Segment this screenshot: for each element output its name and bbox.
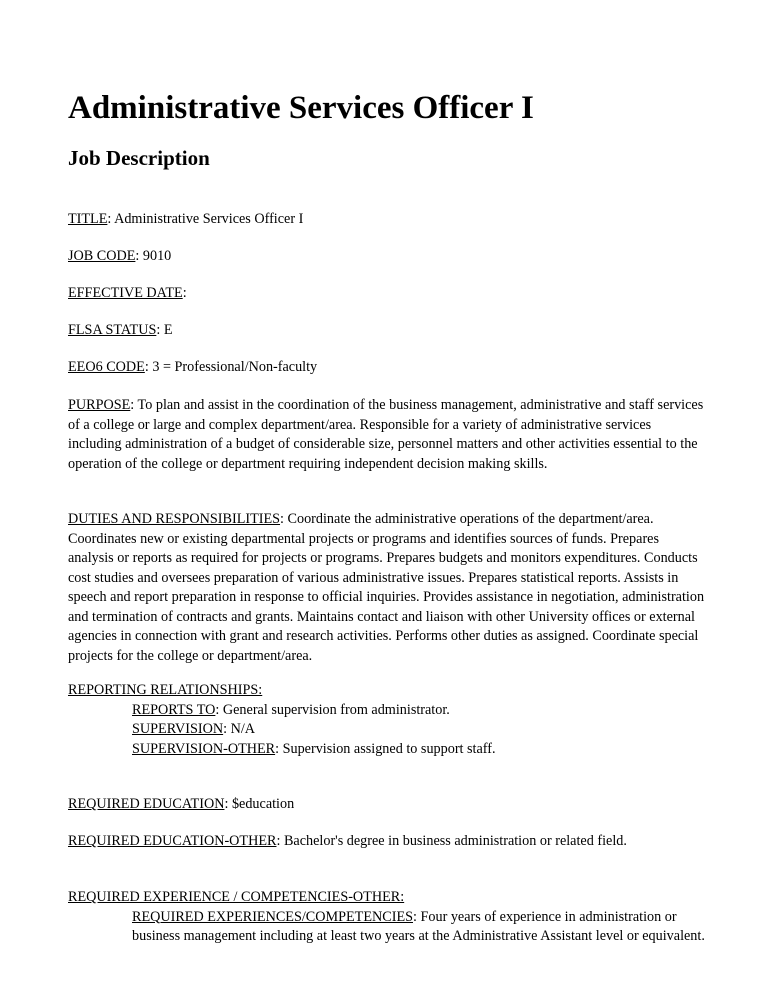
field-purpose-value: : To plan and assist in the coordination of the business management, administrative and staff services of a college or large and complex department/area. Responsible for a variety of administrative services including administration of a budget of considerable size, personnel matters and other activities essential to the operation of the college or department requiring independent decision making skills. [68,397,704,472]
supervision-line [68,720,708,740]
field-title [68,210,708,230]
field-effective-date [68,284,708,304]
field-duties-label: DUTIES AND RESPONSIBILITIES [68,511,281,527]
field-duties-value: : Coordinate the administrative operations of the department/area. Coordinates new or existing departmental projects or programs and identifies sources of funds. Prepares analysis or reports as required for projects or programs. Prepares budgets and monitors expenditures. Conducts cost studies and oversees preparation of various administrative issues. Prepares statistical reports. Assists in speech and report preparation in response to official inquiries. Provides assistance in negotiation, administration and termination of contracts and grants. Maintains contact and liaison with other University offices or external agencies in connection with grant and research activities. Performs other duties as assigned. Coordinate special projects for the college or department/area. [68,511,705,664]
field-education-other [68,832,708,852]
field-effective-date-label: EFFECTIVE DATE [68,285,183,301]
experience-line [68,908,708,947]
experience-section-label: REQUIRED EXPERIENCE / COMPETENCIES-OTHER: [68,889,405,905]
field-title-label: TITLE [68,211,108,227]
field-effective-date-value: : [182,285,187,301]
field-eeo6-code-value: : 3 = Professional/Non-faculty [144,359,318,375]
field-flsa-status-label: FLSA STATUS [68,322,157,338]
field-job-code-value: : 9010 [135,248,172,264]
field-education-value: : $education [224,796,295,812]
field-eeo6-code-label: EEO6 CODE [68,359,145,375]
field-duties [68,510,708,666]
field-job-code [68,247,708,267]
field-flsa-status [68,321,708,341]
field-purpose-label: PURPOSE [68,397,131,413]
reporting-relationships-section [68,681,708,759]
field-education-other-label: REQUIRED EDUCATION-OTHER [68,833,277,849]
field-education-label: REQUIRED EDUCATION [68,796,225,812]
reporting-relationships-label: REPORTING RELATIONSHIPS: [68,682,263,698]
field-purpose [68,396,708,474]
field-education [68,795,708,815]
field-flsa-status-value: : E [156,322,173,338]
reports-to-line [68,701,708,721]
field-eeo6-code [68,358,708,378]
supervision-other-value: : Supervision assigned to support staff. [275,740,496,757]
field-title-value: : Administrative Services Officer I [107,211,304,227]
document-title: Administrative Services Officer I [68,90,534,126]
experience-section [68,888,708,947]
experience-value: : Four years of experience in administration or business management including at least two years at the Administrative Assistant level or equivalent. [132,908,705,944]
field-education-other-value: : Bachelor's degree in business administration or related field. [276,833,627,849]
reports-to-value: : General supervision from administrator. [215,701,450,718]
supervision-other-line [68,740,708,760]
supervision-other-label: SUPERVISION-OTHER [132,740,276,757]
field-job-code-label: JOB CODE [68,248,136,264]
supervision-value: : N/A [223,721,256,737]
experience-label: REQUIRED EXPERIENCES/COMPETENCIES [132,908,413,925]
supervision-label: SUPERVISION [132,721,224,737]
reports-to-label: REPORTS TO [132,701,216,718]
document-subtitle: Job Description [68,146,210,170]
